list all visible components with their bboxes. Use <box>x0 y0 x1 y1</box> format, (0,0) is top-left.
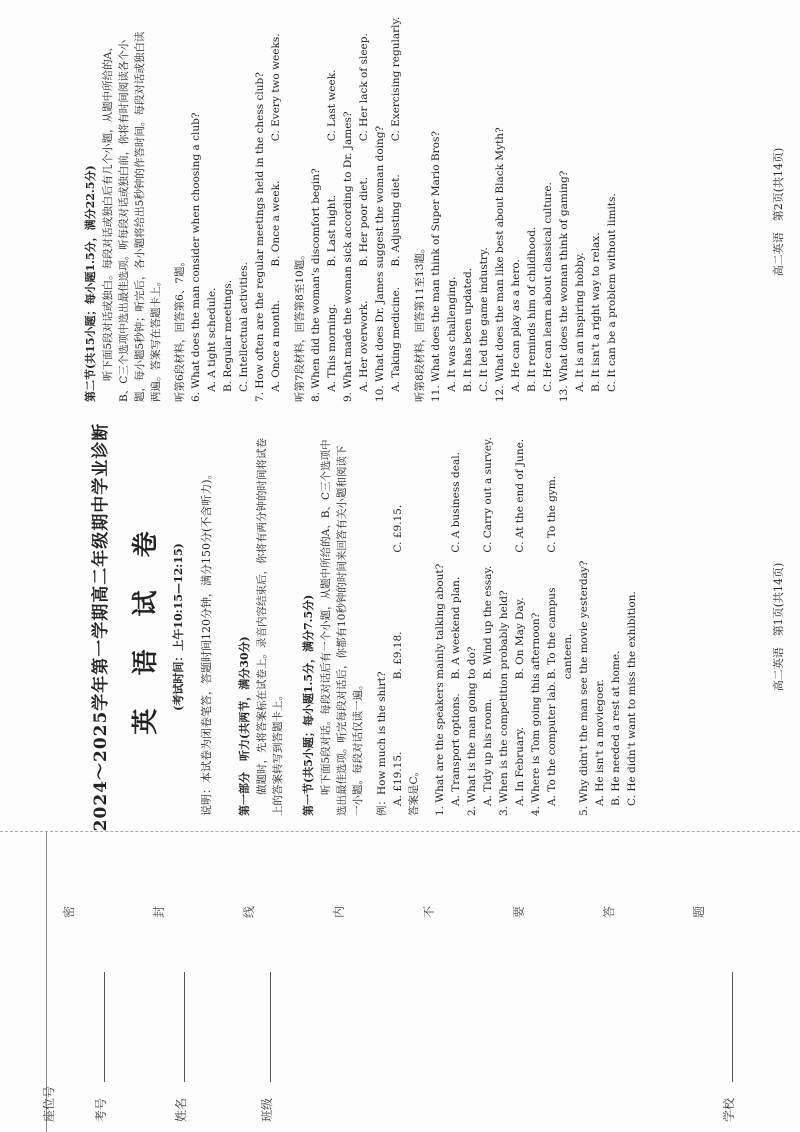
question-2-options <box>480 422 496 806</box>
question-5-option-b: B. He needed a rest at home. <box>610 650 622 806</box>
material-6-note: 听第6段材料，回答第6、7题。 <box>174 255 186 402</box>
binding-strip <box>0 831 800 1132</box>
question-13-option-a: A. It is an inspiring hobby. <box>574 252 586 392</box>
exam-no-field[interactable] <box>104 972 105 1082</box>
question-11-option-b: B. It has been updated. <box>462 267 474 392</box>
class-label: 班级 <box>260 1097 274 1122</box>
question-3-options <box>512 422 528 806</box>
option-a: A. Tidy up his room. <box>482 698 494 806</box>
material-8-note: 听第8段材料，回答第11至13题。 <box>414 242 426 402</box>
option-b: B. A weekend plan. <box>450 576 462 680</box>
example-question: 例：How much is the shirt? <box>376 671 388 816</box>
material-7-note: 听第7段材料，回答第8至10题。 <box>294 249 306 402</box>
name-field[interactable] <box>184 972 185 1082</box>
question-4-options <box>544 422 576 806</box>
class-field[interactable] <box>270 972 271 1082</box>
option-c: C. Every two weeks. <box>270 33 282 142</box>
question-4: 4. Where is Tom going this afternoon? <box>530 612 542 816</box>
question-5-option-c: C. He didn't want to miss the exhibition. <box>626 591 638 806</box>
section2-instructions: 听下面5段对话或独白。每段对话或独白后有几个小题，从题中所给的A、B、C三个选项中选出最佳选项。听每段对话或独白前，你将有时间阅读各个小题，每小题5秒钟；听完后，各小题将给出5秒钟的作答时间。每段对话或独白读两遍。答案写在答题卡上。 <box>102 31 162 402</box>
option-b: B. Last night. <box>326 194 338 267</box>
option-b: B. £9.18. <box>392 631 404 680</box>
question-6: 6. What does the man consider when choosing a club? <box>190 112 202 402</box>
question-6-option-a: A. A tight schedule. <box>206 287 218 392</box>
option-b: B. Wind up the essay. <box>482 565 494 680</box>
page-2 <box>0 12 800 412</box>
option-a: A. This morning. <box>326 303 338 392</box>
question-12: 12. What does the man like best about Black Myth? <box>494 127 506 402</box>
option-a: A. Her overwork. <box>358 300 370 392</box>
exam-time: (考试时间：上午10:15—12:15) <box>172 543 185 711</box>
page-footer: 高二英语 第1页(共14页) <box>772 562 785 692</box>
section2-heading: 第二节(共15小题；每小题1.5分，满分22.5分) <box>84 165 97 402</box>
question-5-option-a: A. He isn't a moviegoer. <box>594 679 606 806</box>
option-b: B. On May Day. <box>514 597 526 680</box>
seal-char: 密 <box>62 905 76 918</box>
seal-char: 不 <box>422 905 436 918</box>
part1-heading: 第一部分 听力(共两节，满分30分) <box>238 636 251 816</box>
question-13-option-c: C. It can be a problem without limits. <box>606 193 618 392</box>
name-label: 姓名 <box>174 1097 188 1122</box>
option-b: B. To the campus canteen. <box>546 587 574 680</box>
option-b: B. Adjusting diet. <box>390 174 402 267</box>
option-c: C. £9.15. <box>392 504 404 553</box>
option-c: C. Exercising regularly. <box>390 16 402 142</box>
option-c: C. Carry out a survey. <box>482 437 494 553</box>
option-c: C. Her lack of sleep. <box>358 33 370 142</box>
part1-instructions: 做题时，先将答案标在试卷上。录音内容结束后，你将有两分钟的时间将试卷上的答案转写到答题卡上。 <box>256 438 284 816</box>
question-10-options <box>388 12 404 392</box>
option-b: B. Her poor diet. <box>358 176 370 267</box>
seal-char: 线 <box>242 905 256 918</box>
question-list <box>432 422 640 832</box>
question-13-option-b: B. It isn't a right way to relax. <box>590 232 602 392</box>
question-6-option-c: C. Intellectual activities. <box>238 262 250 392</box>
question-7: 7. How often are the regular meetings held in the chess club? <box>254 72 266 402</box>
question-9-options <box>356 12 372 392</box>
question-8-options <box>324 12 340 392</box>
exam-note: 说明：本试卷为闭卷笔答，答题时间120分钟，满分150分(不含听力)。 <box>200 468 213 816</box>
school-label: 学校 <box>722 1097 736 1122</box>
option-a: A. £19.15. <box>392 751 404 806</box>
example-options <box>390 422 406 806</box>
question-11-option-a: A. It was challenging. <box>446 276 458 392</box>
option-a: A. To the computer lab. <box>546 681 558 806</box>
seat-label: 座位号 <box>42 1085 56 1122</box>
question-8: 8. When did the woman's discomfort begin? <box>310 168 322 402</box>
question-11-option-c: C. It led the game industry. <box>478 247 490 392</box>
section1-instructions: 听下面5段对话。每段对话后有一个小题，从题中所给的A、B、C三个选项中选出最佳选项。听完每段对话后，你都有10秒钟的时间来回答有关小题和阅读下一小题。每段对话仅读一遍。 <box>320 439 364 816</box>
question-12-option-b: B. It reminds him of childhood. <box>526 226 538 392</box>
page-1 <box>0 422 800 832</box>
option-a: A. Once a month. <box>270 299 282 392</box>
option-c: C. A business deal. <box>450 452 462 553</box>
option-c: C. Last week. <box>326 69 338 142</box>
seal-char: 内 <box>332 905 346 918</box>
question-10: 10. What does Dr. James suggest the woman doing? <box>374 125 386 402</box>
question-7-options <box>268 12 284 392</box>
question-1: 1. What are the speakers mainly talking about? <box>434 563 446 816</box>
option-a: A. Taking medicine. <box>390 286 402 392</box>
seal-char: 要 <box>512 905 526 918</box>
option-b: B. Once a week. <box>270 180 282 267</box>
question-11: 11. What does the man think of Super Mario Bros? <box>430 131 442 402</box>
exam-no-label: 考号 <box>94 1097 108 1122</box>
question-6-option-b: B. Regular meetings. <box>222 279 234 392</box>
option-c: C. At the end of June. <box>514 438 526 553</box>
question-13: 13. What does the woman think of gaming? <box>558 170 570 402</box>
question-1-options <box>448 422 464 806</box>
seal-char: 答 <box>602 905 616 918</box>
option-a: A. In February. <box>514 726 526 806</box>
section1-heading: 第一节(共5小题；每小题1.5分，满分7.5分) <box>302 594 315 816</box>
question-12-option-c: C. He can learn about classical culture. <box>542 182 554 392</box>
seal-char: 封 <box>152 905 166 918</box>
option-a: A. Transport options. <box>450 693 462 806</box>
seal-char: 题 <box>692 905 706 918</box>
question-12-option-a: A. He can play as a hero. <box>510 259 522 392</box>
example-answer: 答案是C。 <box>408 765 420 816</box>
school-field[interactable] <box>732 972 733 1082</box>
page-footer: 高二英语 第2页(共14页) <box>772 147 785 277</box>
question-5: 5. Why didn't the man see the movie yesterday? <box>578 560 590 816</box>
subject-title: 英 语 试 卷 <box>131 519 161 735</box>
question-9: 9. What made the woman sick according to Dr. James? <box>342 111 354 402</box>
exam-title: 2024～2025学年第一学期高二年级期中学业诊断 <box>91 422 111 832</box>
question-2: 2. What is the man going to do? <box>466 646 478 816</box>
option-c: C. To the gym. <box>546 475 558 553</box>
question-3: 3. When is the competition probably held? <box>498 590 510 816</box>
